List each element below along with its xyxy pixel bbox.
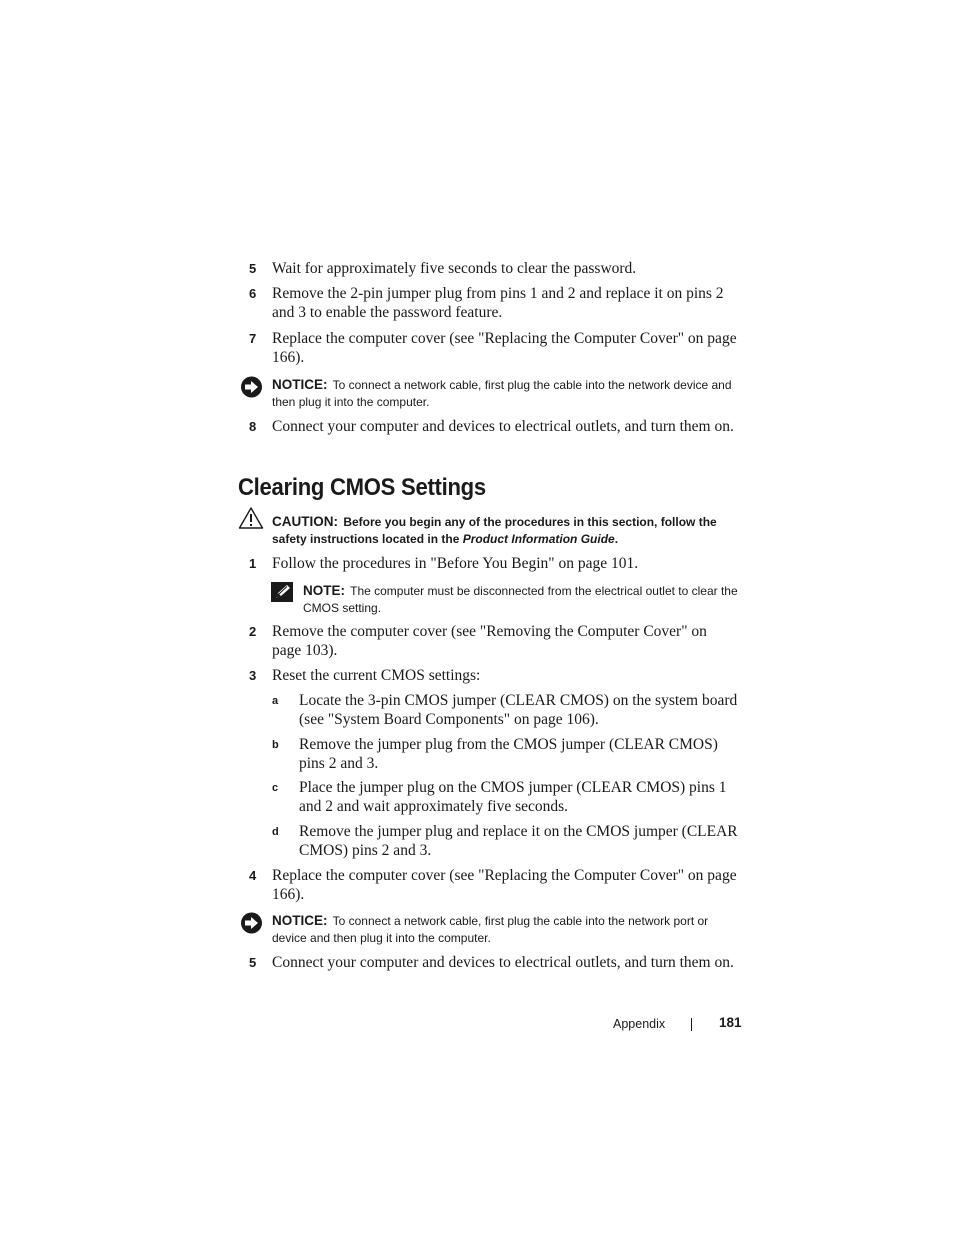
step-number: 4 [249,868,257,883]
step-text: Connect your computer and devices to electrical outlets, and turn them on. [272,418,734,435]
step-number: 3 [249,668,257,683]
note-text: The computer must be disconnected from the electrical outlet to clear the CMOS setting. [303,584,738,615]
step-text: Remove the computer cover (see "Removing the Computer Cover" on page 103). [272,623,707,659]
footer-page-number: 181 [719,1015,742,1030]
substep-text: Remove the jumper plug and replace it on the CMOS jumper (CLEAR CMOS) pins 2 and 3. [299,823,738,859]
step-number: 6 [249,286,257,301]
substep-text: Remove the jumper plug from the CMOS jumper (CLEAR CMOS) pins 2 and 3. [299,736,718,772]
substep-text: Place the jumper plug on the CMOS jumper (CLEAR CMOS) pins 1 and 2 and wait approximately five seconds. [299,779,727,815]
substep-letter: c [272,782,279,794]
substep-letter: b [272,739,279,751]
notice-arrow-icon [240,376,263,403]
notice-text: To connect a network cable, first plug the cable into the network port or device and then plug it into the computer. [272,914,709,945]
section-heading: Clearing CMOS Settings [238,474,486,501]
caution-callout [238,506,738,546]
footer-section-name: Appendix [613,1017,666,1031]
note-callout [271,582,741,618]
caution-text-end: . [614,532,619,546]
step-number: 5 [249,261,257,276]
step-number: 8 [249,419,257,434]
notice-callout [240,376,740,412]
step-number: 5 [249,955,257,970]
step-text: Remove the 2-pin jumper plug from pins 1 and 2 and replace it on pins 2 and 3 to enable the password feature. [272,285,724,321]
note-pencil-icon [271,582,293,607]
caution-text: Before you begin any of the procedures in this section, follow the safety instructions located in the [272,515,717,546]
notice-label: NOTICE: [272,377,328,392]
substep-letter: d [272,826,279,838]
step-text: Follow the procedures in "Before You Begin" on page 101. [272,555,639,572]
step-number: 7 [249,331,257,346]
notice-label: NOTICE: [272,913,328,928]
notice-callout-2 [240,912,740,948]
substep-letter: a [272,695,279,707]
caution-triangle-icon [238,506,264,535]
step-number: 2 [249,624,257,639]
footer-divider [691,1018,692,1031]
step-text: Connect your computer and devices to electrical outlets, and turn them on. [272,954,734,971]
note-label: NOTE: [303,583,345,598]
caution-label: CAUTION: [272,514,338,529]
step-text: Replace the computer cover (see "Replacing the Computer Cover" on page 166). [272,330,737,366]
notice-arrow-icon [240,912,263,939]
notice-text: To connect a network cable, first plug the cable into the network device and then plug it into the computer. [272,378,732,409]
caution-guide-title: Product Information Guide [462,532,615,546]
step-text: Reset the current CMOS settings: [272,667,481,684]
substep-text: Locate the 3-pin CMOS jumper (CLEAR CMOS) on the system board (see "System Board Components" on page 106). [299,692,738,728]
step-text: Wait for approximately five seconds to clear the password. [272,260,637,277]
step-number: 1 [249,556,257,571]
step-text: Replace the computer cover (see "Replacing the Computer Cover" on page 166). [272,867,737,903]
